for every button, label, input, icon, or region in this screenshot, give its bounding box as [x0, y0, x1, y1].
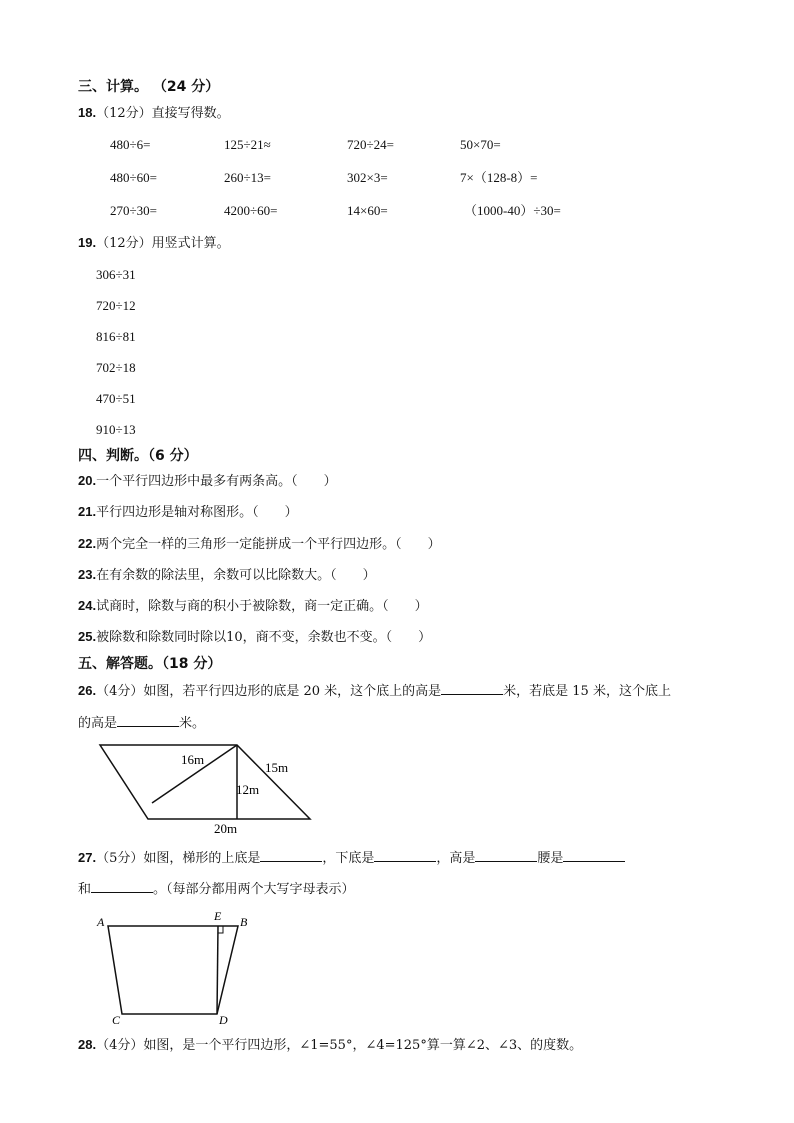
calc-item: 480÷60=	[110, 170, 157, 185]
question-27-line-1	[78, 848, 625, 868]
vertical-calc-item: 702÷18	[96, 360, 136, 375]
trapezoid-figure	[95, 906, 260, 1028]
height-blank[interactable]	[475, 848, 537, 862]
calc-item: 720÷24=	[347, 137, 394, 152]
section-4-title: 四、判断。（6 分）	[78, 448, 198, 464]
vertical-calc-item: 910÷13	[96, 422, 136, 437]
calc-item: 302×3=	[347, 170, 388, 185]
right-angle-mark	[218, 926, 223, 933]
question-text: 。（每部分都用两个大写字母表示）	[153, 882, 355, 897]
question-text: 在有余数的除法里，余数可以比除数大。（ ）	[96, 568, 376, 583]
question-text: ，下底是	[322, 851, 375, 866]
section-5-title: 五、解答题。（18 分）	[78, 656, 222, 672]
label-12m: 12m	[236, 782, 260, 797]
calc-item: 260÷13=	[224, 170, 271, 185]
question-text: 腰是	[537, 851, 564, 866]
parallelogram-figure	[95, 740, 320, 838]
question-text: （12分）直接写得数。	[96, 106, 230, 121]
question-24	[78, 597, 428, 616]
calc-item: 14×60=	[347, 203, 388, 218]
question-26-line-2	[78, 713, 205, 733]
vertical-calc-item: 470÷51	[96, 391, 136, 406]
calc-item: 480÷6=	[110, 137, 151, 152]
question-28	[78, 1036, 582, 1055]
upper-base-blank[interactable]	[260, 848, 322, 862]
question-number: 22.	[78, 536, 97, 551]
question-number: 28.	[78, 1037, 97, 1052]
vertical-calc-item: 720÷12	[96, 298, 136, 313]
answer-blank[interactable]	[441, 681, 503, 695]
vertex-label-C: C	[112, 1013, 121, 1027]
question-number: 25.	[78, 629, 97, 644]
parallelogram-outline	[100, 745, 310, 819]
label-20m: 20m	[214, 821, 238, 836]
question-text: 两个完全一样的三角形一定能拼成一个平行四边形。（ ）	[96, 537, 441, 552]
question-26-line-1	[78, 681, 671, 701]
vertex-label-B: B	[240, 915, 248, 929]
question-22	[78, 535, 441, 554]
label-15m: 15m	[265, 760, 289, 775]
question-number: 21.	[78, 504, 97, 519]
vertical-calc-item: 816÷81	[96, 329, 136, 344]
vertical-calc-item: 306÷31	[96, 267, 136, 282]
question-18	[78, 104, 230, 123]
section-3-title: 三、计算。 （24 分）	[78, 79, 220, 95]
question-number: 18.	[78, 105, 97, 120]
question-25	[78, 628, 431, 647]
question-text: 米。	[179, 716, 206, 731]
calc-item: 7×（128-8）=	[460, 170, 538, 185]
question-number: 20.	[78, 473, 97, 488]
question-text: （12分）用竖式计算。	[96, 236, 230, 251]
leg-blank-1[interactable]	[563, 848, 625, 862]
question-text: （4分）如图，是一个平行四边形，∠1=55°，∠4=125°算一算∠2、∠3、的度数。	[96, 1038, 583, 1053]
vertex-label-A: A	[97, 915, 105, 929]
question-number: 27.	[78, 850, 97, 865]
calc-item: 125÷21≈	[224, 137, 271, 152]
leg-blank-2[interactable]	[91, 879, 153, 893]
label-16m: 16m	[181, 752, 205, 767]
question-text: 一个平行四边形中最多有两条高。（ ）	[96, 474, 337, 489]
question-23	[78, 566, 376, 585]
calc-item: 4200÷60=	[224, 203, 278, 218]
question-number: 19.	[78, 235, 97, 250]
question-20	[78, 472, 337, 491]
question-text: （4分）如图，若平行四边形的底是 20 米，这个底上的高是	[96, 684, 442, 699]
answer-blank[interactable]	[117, 713, 179, 727]
lower-base-blank[interactable]	[374, 848, 436, 862]
question-number: 24.	[78, 598, 97, 613]
calc-item: 50×70=	[460, 137, 501, 152]
calc-item: （1000-40）÷30=	[464, 203, 561, 218]
question-text: 被除数和除数同时除以10，商不变，余数也不变。（ ）	[96, 630, 432, 645]
question-text: 和	[78, 882, 92, 897]
question-number: 23.	[78, 567, 97, 582]
question-text: 的高是	[78, 716, 118, 731]
question-27-line-2	[78, 879, 355, 899]
question-text: 米，若底是 15 米，这个底上	[503, 684, 671, 699]
question-text: （5分）如图，梯形的上底是	[96, 851, 261, 866]
vertex-label-E: E	[214, 909, 222, 923]
question-text: 平行四边形是轴对称图形。（ ）	[96, 505, 298, 520]
calc-item: 270÷30=	[110, 203, 157, 218]
vertex-label-D: D	[219, 1013, 228, 1027]
question-number: 26.	[78, 683, 97, 698]
question-21	[78, 503, 298, 522]
question-19	[78, 234, 230, 253]
question-text: ，高是	[436, 851, 476, 866]
question-text: 试商时，除数与商的积小于被除数，商一定正确。（ ）	[96, 599, 428, 614]
height-line-ED	[217, 926, 218, 1014]
